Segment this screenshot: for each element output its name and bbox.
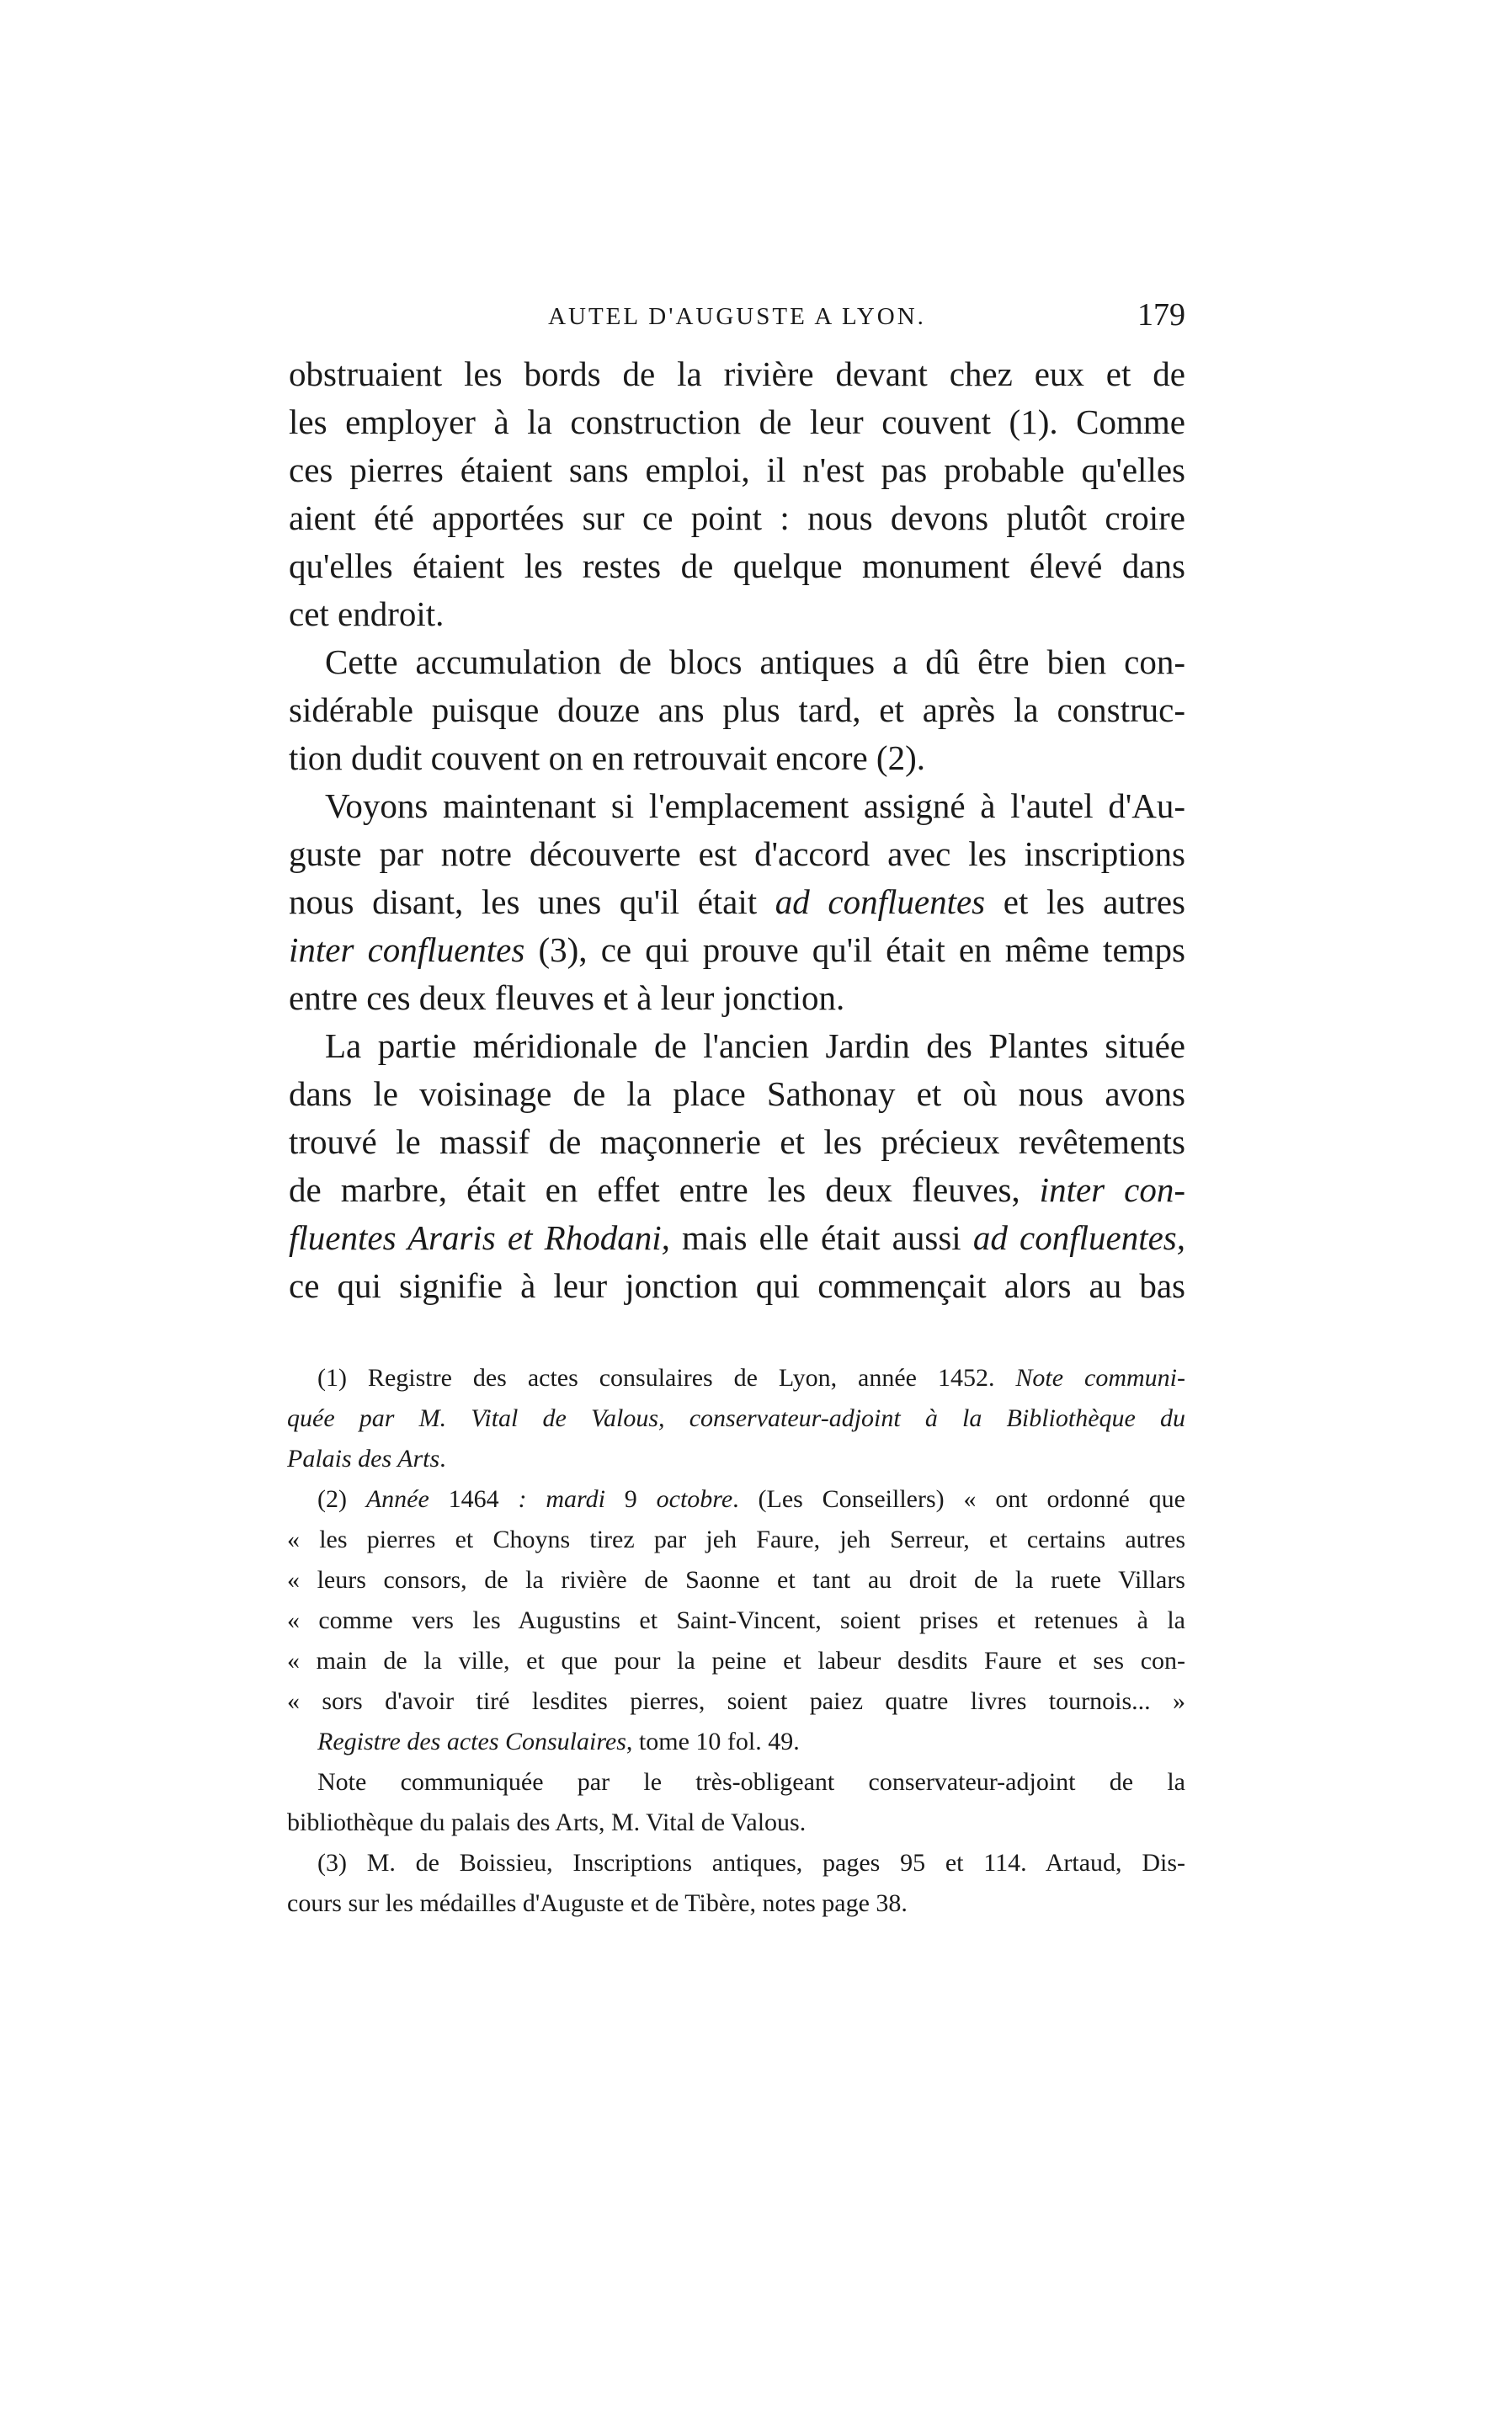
body-line [289,782,1185,830]
body-line [289,878,1185,926]
text-run: 9 [604,1485,657,1513]
body-line [289,350,1185,398]
footnote-line [287,1358,1185,1398]
text-run: « sors d'avoir tiré lesdites pierres, soient paiez quatre livres tournois... » [287,1687,1185,1715]
footnote-line [287,1883,1185,1924]
footnote-line [287,1722,1185,1762]
body-line [289,1214,1185,1262]
text-run: tion dudit couvent on en retrouvait encore (2). [289,738,925,777]
text-run: aient été apportées sur ce point : nous devons plutôt croire [289,498,1185,537]
italic-text: inter confluentes [289,930,525,969]
italic-text: : mardi [518,1485,605,1513]
text-run: de marbre, était en effet entre les deux fleuves, [289,1170,1040,1209]
text-run: sidérable puisque douze ans plus tard, et après la construc- [289,690,1185,729]
body-text [289,350,1185,1310]
footnote-line [287,1641,1185,1681]
text-run: « leurs consors, de la rivière de Saonne et tant au droit de la ruete Villars [287,1566,1185,1594]
text-run: et les autres [985,882,1185,921]
text-run: Cette accumulation de blocs antiques a dû être bien con- [325,642,1185,681]
text-run: nous disant, les unes qu'il était [289,882,775,921]
text-run: ces pierres étaient sans emploi, il n'est pas probable qu'elles [289,450,1185,489]
footnote-line [287,1560,1185,1601]
text-run: « comme vers les Augustins et Saint-Vincent, soient prises et retenues à la [287,1606,1185,1634]
text-run: cours sur les médailles d'Auguste et de Tibère, notes page 38. [287,1889,908,1917]
page-number: 179 [1137,297,1185,333]
body-line [289,638,1185,686]
body-line [289,926,1185,974]
text-run: entre ces deux fleuves et à leur jonction. [289,978,845,1017]
italic-text: fluentes Araris et Rhodani, [289,1218,670,1257]
footnote-line [287,1398,1185,1439]
body-line [289,1022,1185,1070]
footnote-line [287,1681,1185,1722]
body-line [289,494,1185,542]
body-line [289,1118,1185,1166]
italic-text: Registre des actes Consulaires [317,1728,626,1755]
italic-text: quée par M. Vital de Valous, conservateur-adjoint à la Bibliothèque du [287,1404,1185,1432]
text-run: mais elle était aussi [669,1218,973,1257]
italic-text: Note communi- [1015,1364,1185,1392]
body-line [289,734,1185,782]
footnote-line [287,1762,1185,1803]
text-run: obstruaient les bords de la rivière devant chez eux et de [289,354,1185,393]
italic-text: ad confluentes, [972,1218,1185,1257]
italic-text: inter con- [1039,1170,1185,1209]
body-line [289,398,1185,446]
text-run: guste par notre découverte est d'accord avec les inscriptions [289,834,1185,873]
text-run: (1) Registre des actes consulaires de Lyon, année 1452. [317,1364,1016,1392]
body-line [289,686,1185,734]
italic-text: Année [365,1485,429,1513]
text-run: 1464 [429,1485,519,1513]
footnote-line [287,1479,1185,1520]
body-line [289,446,1185,494]
text-run: La partie méridionale de l'ancien Jardin des Plantes située [325,1026,1185,1065]
text-run: dans le voisinage de la place Sathonay et où nous avons [289,1074,1185,1113]
footnotes [287,1358,1185,1924]
text-run: trouvé le massif de maçonnerie et les précieux revêtements [289,1122,1185,1161]
running-title: AUTEL D'AUGUSTE A LYON. [548,303,926,330]
body-line [289,830,1185,878]
italic-text: ad confluentes [775,882,986,921]
text-run: (3) M. de Boissieu, Inscriptions antiques, pages 95 et 114. Artaud, Dis- [317,1849,1185,1877]
footnote-line [287,1843,1185,1883]
text-run: Voyons maintenant si l'emplacement assigné à l'autel d'Au- [325,786,1185,825]
text-run: (2) [317,1485,366,1513]
body-line [289,1070,1185,1118]
footnote-line [287,1520,1185,1560]
footnote-line [287,1439,1185,1479]
text-run: , tome 10 fol. 49. [626,1728,800,1755]
text-run: « main de la ville, et que pour la peine et labeur desdits Faure et ses con- [287,1647,1185,1675]
body-line [289,974,1185,1022]
body-line [289,1166,1185,1214]
body-line [289,1262,1185,1310]
text-run: qu'elles étaient les restes de quelque monument élevé dans [289,546,1185,585]
text-run: bibliothèque du palais des Arts, M. Vital de Valous. [287,1808,807,1836]
text-run: . [439,1445,446,1473]
text-run: Note communiquée par le très-obligeant conservateur-adjoint de la [317,1768,1185,1796]
text-run: les employer à la construction de leur couvent (1). Comme [289,402,1185,441]
running-header [289,296,1185,338]
text-run: « les pierres et Choyns tirez par jeh Faure, jeh Serreur, et certains autres [287,1526,1185,1553]
text-run: . (Les Conseillers) « ont ordonné que [732,1485,1185,1513]
body-line [289,590,1185,638]
italic-text: octobre [656,1485,733,1513]
italic-text: Palais des Arts [287,1445,440,1473]
text-run: ce qui signifie à leur jonction qui commençait alors au bas [289,1266,1185,1305]
text-run: cet endroit. [289,594,445,633]
footnote-line [287,1601,1185,1641]
footnote-line [287,1803,1185,1843]
body-line [289,542,1185,590]
text-run: (3), ce qui prouve qu'il était en même temps [524,930,1185,969]
